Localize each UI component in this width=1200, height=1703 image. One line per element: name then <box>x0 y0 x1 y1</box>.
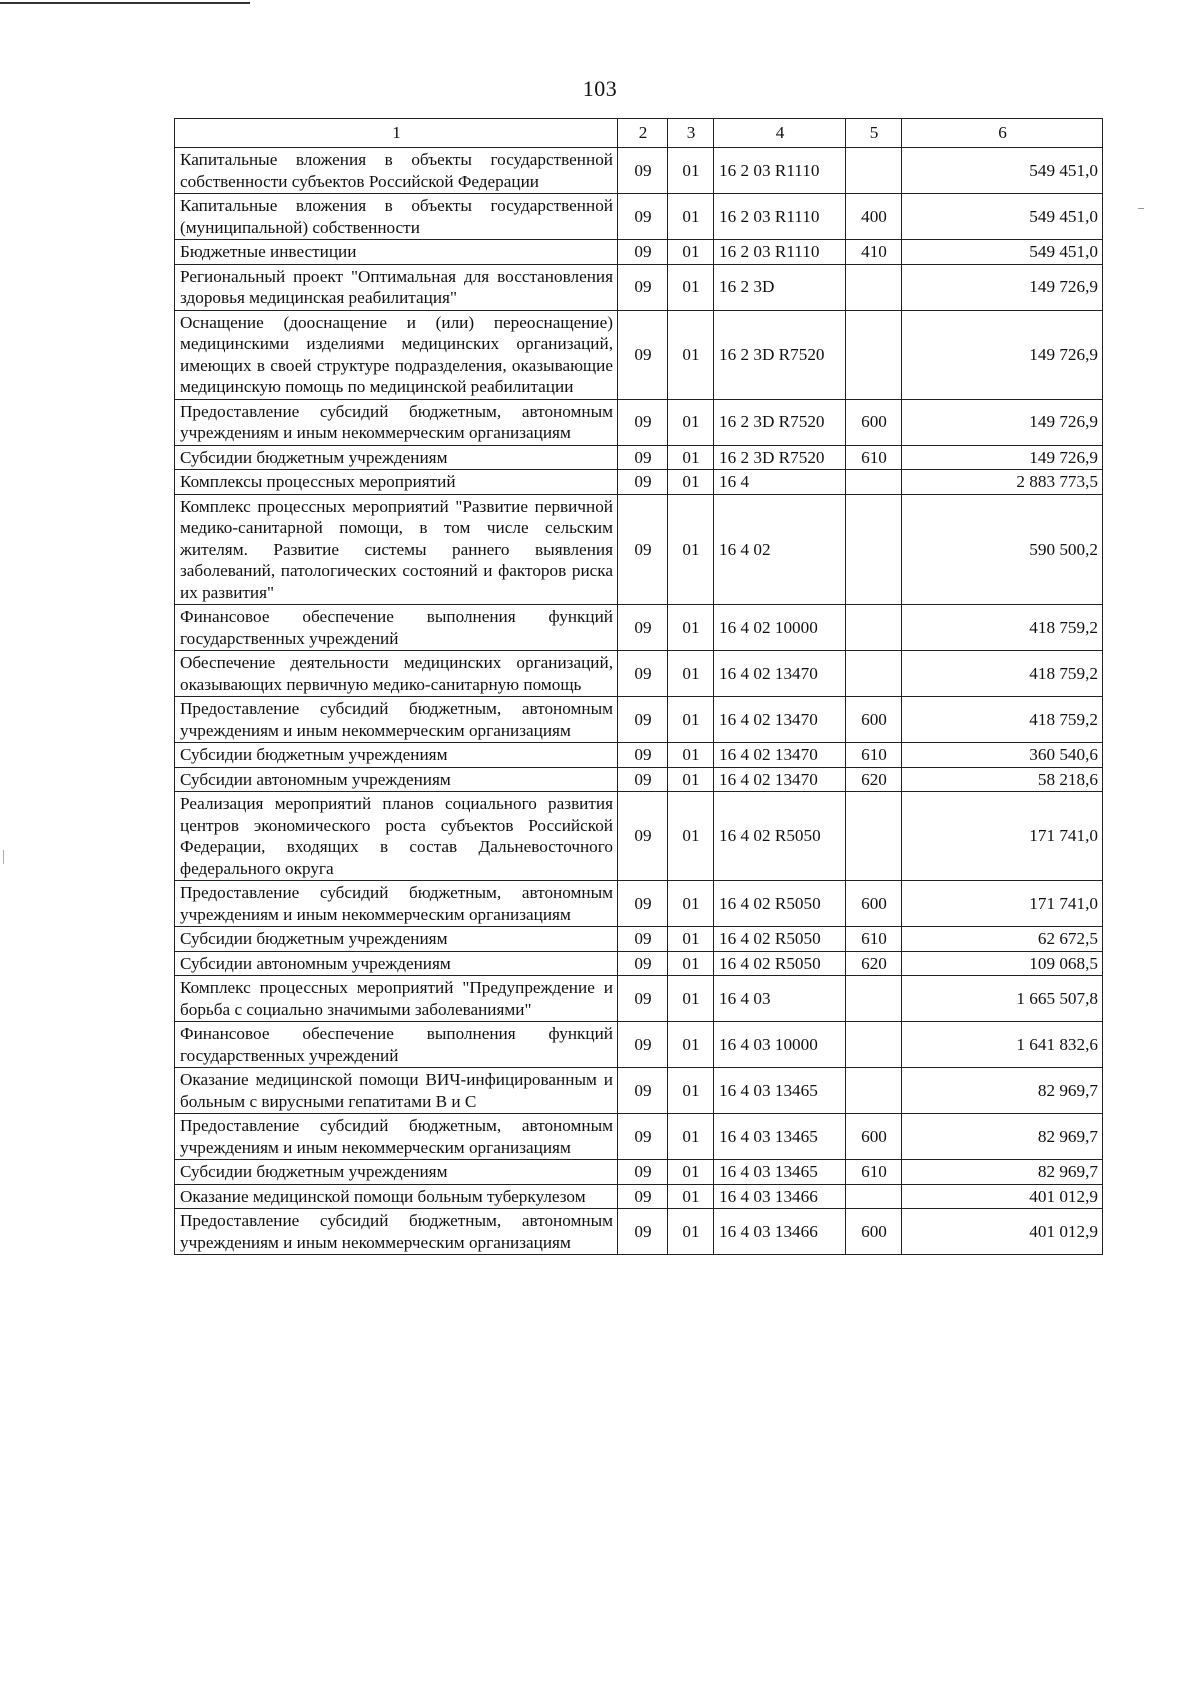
amount: 2 883 773,5 <box>902 470 1103 495</box>
table-row <box>175 927 1103 952</box>
amount: 82 969,7 <box>902 1114 1103 1160</box>
section-code: 09 <box>618 792 668 881</box>
section-code: 09 <box>618 697 668 743</box>
subsection-code: 01 <box>668 976 714 1022</box>
target-article-code: 16 4 03 13466 <box>714 1209 846 1255</box>
item-name: Реализация мероприятий планов социального развития центров экономического роста субъектов Российской Федерации, входящих в состав Дальневосточного федерального округа <box>175 792 618 881</box>
amount: 149 726,9 <box>902 445 1103 470</box>
target-article-code: 16 4 02 <box>714 494 846 605</box>
target-article-code: 16 4 02 13470 <box>714 651 846 697</box>
amount: 549 451,0 <box>902 194 1103 240</box>
table-row <box>175 651 1103 697</box>
target-article-code: 16 4 03 13465 <box>714 1160 846 1185</box>
item-name: Субсидии автономным учреждениям <box>175 767 618 792</box>
item-name: Оснащение (дооснащение и (или) переоснащение) медицинскими изделиями медицинских организаций, имеющих в своей структуре подразделения, оказывающие медицинскую помощь по медицинской реабилитации <box>175 310 618 399</box>
section-code: 09 <box>618 767 668 792</box>
expense-type-code: 610 <box>846 927 902 952</box>
subsection-code: 01 <box>668 605 714 651</box>
subsection-code: 01 <box>668 148 714 194</box>
table-row <box>175 1209 1103 1255</box>
expense-type-code: 610 <box>846 743 902 768</box>
expense-type-code <box>846 1068 902 1114</box>
subsection-code: 01 <box>668 1160 714 1185</box>
expense-type-code <box>846 976 902 1022</box>
target-article-code: 16 4 02 R5050 <box>714 927 846 952</box>
section-code: 09 <box>618 927 668 952</box>
amount: 171 741,0 <box>902 792 1103 881</box>
page-number: 103 <box>582 76 618 101</box>
subsection-code: 01 <box>668 1022 714 1068</box>
item-name: Оказание медицинской помощи ВИЧ-инфицированным и больным с вирусными гепатитами В и С <box>175 1068 618 1114</box>
amount: 58 218,6 <box>902 767 1103 792</box>
subsection-code: 01 <box>668 651 714 697</box>
subsection-code: 01 <box>668 743 714 768</box>
subsection-code: 01 <box>668 1114 714 1160</box>
header-cell: 1 <box>175 119 618 148</box>
subsection-code: 01 <box>668 1184 714 1209</box>
section-code: 09 <box>618 399 668 445</box>
table-row <box>175 976 1103 1022</box>
item-name: Субсидии автономным учреждениям <box>175 951 618 976</box>
expense-type-code: 620 <box>846 951 902 976</box>
table-row <box>175 951 1103 976</box>
scan-edge-mark <box>1138 208 1144 209</box>
target-article-code: 16 4 02 10000 <box>714 605 846 651</box>
item-name: Комплекс процессных мероприятий "Развитие первичной медико-санитарной помощи, в том числе сельским жителям. Развитие системы раннего выявления заболеваний, патологических состояний и факторов риска их развития" <box>175 494 618 605</box>
subsection-code: 01 <box>668 310 714 399</box>
target-article-code: 16 4 02 13470 <box>714 743 846 768</box>
table-row <box>175 743 1103 768</box>
item-name: Финансовое обеспечение выполнения функций государственных учреждений <box>175 605 618 651</box>
subsection-code: 01 <box>668 881 714 927</box>
table-row <box>175 494 1103 605</box>
target-article-code: 16 4 03 <box>714 976 846 1022</box>
section-code: 09 <box>618 881 668 927</box>
expense-type-code <box>846 470 902 495</box>
expense-type-code <box>846 792 902 881</box>
target-article-code: 16 4 03 13465 <box>714 1068 846 1114</box>
subsection-code: 01 <box>668 697 714 743</box>
table-row <box>175 881 1103 927</box>
section-code: 09 <box>618 1209 668 1255</box>
subsection-code: 01 <box>668 792 714 881</box>
section-code: 09 <box>618 264 668 310</box>
amount: 149 726,9 <box>902 264 1103 310</box>
expense-type-code <box>846 310 902 399</box>
amount: 149 726,9 <box>902 310 1103 399</box>
expense-type-code: 600 <box>846 1114 902 1160</box>
amount: 171 741,0 <box>902 881 1103 927</box>
subsection-code: 01 <box>668 445 714 470</box>
subsection-code: 01 <box>668 470 714 495</box>
table-row <box>175 399 1103 445</box>
expense-type-code: 620 <box>846 767 902 792</box>
item-name: Обеспечение деятельности медицинских организаций, оказывающих первичную медико-санитарную помощь <box>175 651 618 697</box>
section-code: 09 <box>618 743 668 768</box>
target-article-code: 16 2 03 R1110 <box>714 240 846 265</box>
scan-edge-mark <box>3 850 4 864</box>
amount: 401 012,9 <box>902 1184 1103 1209</box>
subsection-code: 01 <box>668 240 714 265</box>
amount: 360 540,6 <box>902 743 1103 768</box>
table-row <box>175 1184 1103 1209</box>
expense-type-code <box>846 148 902 194</box>
item-name: Предоставление субсидий бюджетным, автономным учреждениям и иным некоммерческим организациям <box>175 881 618 927</box>
header-cell: 3 <box>668 119 714 148</box>
target-article-code: 16 4 <box>714 470 846 495</box>
target-article-code: 16 2 03 R1110 <box>714 148 846 194</box>
amount: 62 672,5 <box>902 927 1103 952</box>
item-name: Предоставление субсидий бюджетным, автономным учреждениям и иным некоммерческим организациям <box>175 1114 618 1160</box>
item-name: Субсидии бюджетным учреждениям <box>175 743 618 768</box>
target-article-code: 16 4 03 13466 <box>714 1184 846 1209</box>
target-article-code: 16 2 03 R1110 <box>714 194 846 240</box>
expense-type-code: 400 <box>846 194 902 240</box>
table-row <box>175 148 1103 194</box>
subsection-code: 01 <box>668 399 714 445</box>
amount: 109 068,5 <box>902 951 1103 976</box>
section-code: 09 <box>618 445 668 470</box>
expense-type-code: 600 <box>846 1209 902 1255</box>
expense-type-code: 600 <box>846 881 902 927</box>
section-code: 09 <box>618 494 668 605</box>
amount: 149 726,9 <box>902 399 1103 445</box>
item-name: Предоставление субсидий бюджетным, автономным учреждениям и иным некоммерческим организациям <box>175 697 618 743</box>
section-code: 09 <box>618 605 668 651</box>
expense-type-code <box>846 1022 902 1068</box>
subsection-code: 01 <box>668 264 714 310</box>
section-code: 09 <box>618 148 668 194</box>
amount: 418 759,2 <box>902 697 1103 743</box>
expense-type-code: 610 <box>846 445 902 470</box>
expense-type-code <box>846 494 902 605</box>
table-row <box>175 1022 1103 1068</box>
amount: 1 665 507,8 <box>902 976 1103 1022</box>
section-code: 09 <box>618 976 668 1022</box>
subsection-code: 01 <box>668 1068 714 1114</box>
target-article-code: 16 4 02 13470 <box>714 697 846 743</box>
item-name: Оказание медицинской помощи больным туберкулезом <box>175 1184 618 1209</box>
expense-type-code <box>846 605 902 651</box>
target-article-code: 16 4 02 R5050 <box>714 951 846 976</box>
item-name: Предоставление субсидий бюджетным, автономным учреждениям и иным некоммерческим организациям <box>175 399 618 445</box>
section-code: 09 <box>618 651 668 697</box>
target-article-code: 16 2 3D R7520 <box>714 399 846 445</box>
target-article-code: 16 2 3D R7520 <box>714 445 846 470</box>
subsection-code: 01 <box>668 194 714 240</box>
amount: 401 012,9 <box>902 1209 1103 1255</box>
amount: 590 500,2 <box>902 494 1103 605</box>
section-code: 09 <box>618 1022 668 1068</box>
section-code: 09 <box>618 310 668 399</box>
header-cell: 4 <box>714 119 846 148</box>
table-row <box>175 240 1103 265</box>
item-name: Финансовое обеспечение выполнения функций государственных учреждений <box>175 1022 618 1068</box>
table-row <box>175 1160 1103 1185</box>
subsection-code: 01 <box>668 927 714 952</box>
expense-type-code: 410 <box>846 240 902 265</box>
item-name: Субсидии бюджетным учреждениям <box>175 445 618 470</box>
subsection-code: 01 <box>668 1209 714 1255</box>
section-code: 09 <box>618 1114 668 1160</box>
header-cell: 5 <box>846 119 902 148</box>
expense-type-code: 600 <box>846 399 902 445</box>
scan-edge-line <box>0 2 250 4</box>
header-row <box>175 119 1103 148</box>
target-article-code: 16 2 3D R7520 <box>714 310 846 399</box>
target-article-code: 16 2 3D <box>714 264 846 310</box>
budget-table <box>174 118 1103 1255</box>
subsection-code: 01 <box>668 951 714 976</box>
amount: 549 451,0 <box>902 148 1103 194</box>
expense-type-code <box>846 1184 902 1209</box>
subsection-code: 01 <box>668 494 714 605</box>
table-row <box>175 697 1103 743</box>
section-code: 09 <box>618 240 668 265</box>
item-name: Комплекс процессных мероприятий "Предупреждение и борьба с социально значимыми заболеваниями" <box>175 976 618 1022</box>
item-name: Комплексы процессных мероприятий <box>175 470 618 495</box>
section-code: 09 <box>618 1160 668 1185</box>
item-name: Предоставление субсидий бюджетным, автономным учреждениям и иным некоммерческим организациям <box>175 1209 618 1255</box>
table-row <box>175 264 1103 310</box>
table-row <box>175 1114 1103 1160</box>
header-cell: 6 <box>902 119 1103 148</box>
expense-type-code: 600 <box>846 697 902 743</box>
amount: 418 759,2 <box>902 651 1103 697</box>
amount: 418 759,2 <box>902 605 1103 651</box>
table-row <box>175 605 1103 651</box>
target-article-code: 16 4 02 R5050 <box>714 792 846 881</box>
section-code: 09 <box>618 1068 668 1114</box>
section-code: 09 <box>618 194 668 240</box>
item-name: Капитальные вложения в объекты государственной (муниципальной) собственности <box>175 194 618 240</box>
item-name: Капитальные вложения в объекты государственной собственности субъектов Российской Федерации <box>175 148 618 194</box>
target-article-code: 16 4 02 R5050 <box>714 881 846 927</box>
table-row <box>175 445 1103 470</box>
table-row <box>175 767 1103 792</box>
section-code: 09 <box>618 951 668 976</box>
header-cell: 2 <box>618 119 668 148</box>
amount: 82 969,7 <box>902 1160 1103 1185</box>
item-name: Субсидии бюджетным учреждениям <box>175 927 618 952</box>
table-row <box>175 310 1103 399</box>
section-code: 09 <box>618 1184 668 1209</box>
table-row <box>175 1068 1103 1114</box>
table-row <box>175 470 1103 495</box>
item-name: Региональный проект "Оптимальная для восстановления здоровья медицинская реабилитация" <box>175 264 618 310</box>
target-article-code: 16 4 03 13465 <box>714 1114 846 1160</box>
table-row <box>175 194 1103 240</box>
item-name: Бюджетные инвестиции <box>175 240 618 265</box>
expense-type-code: 610 <box>846 1160 902 1185</box>
amount: 82 969,7 <box>902 1068 1103 1114</box>
amount: 549 451,0 <box>902 240 1103 265</box>
amount: 1 641 832,6 <box>902 1022 1103 1068</box>
expense-type-code <box>846 264 902 310</box>
target-article-code: 16 4 03 10000 <box>714 1022 846 1068</box>
section-code: 09 <box>618 470 668 495</box>
table-row <box>175 792 1103 881</box>
item-name: Субсидии бюджетным учреждениям <box>175 1160 618 1185</box>
target-article-code: 16 4 02 13470 <box>714 767 846 792</box>
subsection-code: 01 <box>668 767 714 792</box>
expense-type-code <box>846 651 902 697</box>
